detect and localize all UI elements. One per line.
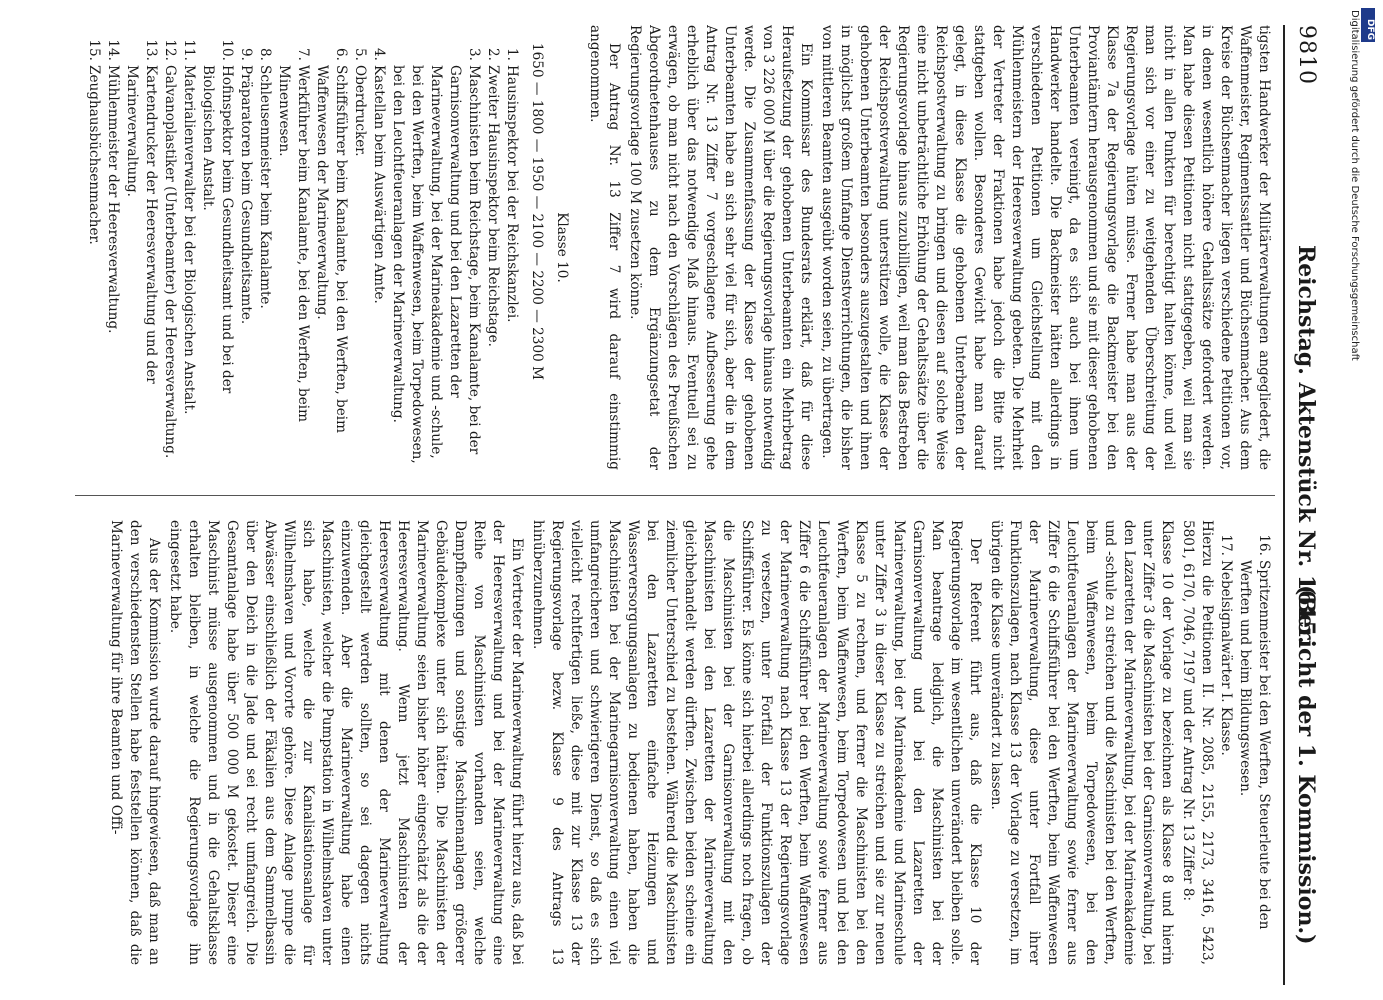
list-text: Hofinspektor beim Gesundheitsamt und bei der Biologischen Anstalt. — [200, 65, 235, 394]
list-text: Galvanoplastiker (Unterbeamter) der Heeresverwaltung. — [162, 65, 178, 459]
header-title-left: Reichstag. Aktenstück Nr. 1615. — [1293, 245, 1319, 644]
column-divider — [75, 495, 1275, 496]
paragraph: Hierzu die Petitionen II. Nr. 2085, 2155, 2173, 3416, 5423, 5801, 6170, 7046, 7197 und der Antrag Nr. 13 Ziffer 8: — [1180, 520, 1215, 965]
list-item — [160, 25, 179, 470]
list-text: Nebelsignalwärter I. Klasse. — [1218, 560, 1234, 756]
list-number: 6. — [333, 48, 349, 61]
list-item — [350, 25, 369, 470]
list-text: Hausinspektor bei der Reichskanzlei. — [504, 65, 520, 323]
list-number: 10. — [219, 39, 235, 61]
list-item — [179, 25, 198, 470]
dfg-logo-text: DFG — [1365, 19, 1375, 41]
list-number: 16. — [1256, 534, 1272, 556]
right-column — [33, 520, 1273, 965]
list-text: Maschinisten beim Reichstage, beim Kanalamte, bei der Garnisonverwaltung und bei den Lazaretten der Marineverwaltung, bei der Marineakademie und -schule, bei den Werften, beim Waffenwesen, beim Torpedowesen, bei den Leuchtfeueranlagen der Marineverwaltung. — [390, 65, 482, 464]
list-item — [103, 25, 122, 470]
list-text: Zeughausbüchsenmacher. — [86, 65, 102, 245]
list-text: Schleusenmeister beim Kanalamte. — [257, 65, 273, 309]
salary-scale: 1650 — 1800 — 1950 — 2100 — 2200 — 2300 M — [529, 43, 545, 380]
list-number: 14. — [105, 39, 121, 61]
list-text: Oberdrucker. — [352, 65, 368, 157]
list-item — [483, 25, 502, 470]
class-heading: Klasse 10. — [554, 212, 570, 283]
list-number: 3. — [466, 48, 482, 61]
left-column — [33, 25, 1273, 470]
position-list-continued — [1216, 520, 1273, 965]
list-number: 4. — [371, 48, 387, 61]
list-number: 5. — [352, 48, 368, 61]
list-number: 13. — [143, 39, 159, 61]
list-number: 11. — [181, 39, 197, 61]
paragraph: tigsten Handwerker der Militärverwaltungen angegliedert, die Waffenmeister, Regimentssattler und Büchsenmacher. Aus dem Kreise der Büchsenmacher liegen verschiedene Petitionen vor, in denen wesentlich höhere Gehaltssätze gefordert werden. Man habe diesen Petitionen nicht stattgegeben, weil man sie nicht in allen Punkten für berechtigt halten könne, und weil man sich vor einer zu weitgehenden Überschreitung der Regierungsvorlage hüten müsse. Ferner habe man aus der Klasse 7a der Regierungsvorlage die Backmeister bei den Proviantämtern herausgenommen und sie mit dieser gehobenen Unterbeamten vereinigt, da es sich auch bei ihnen um Handwerker handelte. Die Backmeister hätten allerdings in verschiedenen Petitionen um Gleichstellung mit den Mühlenmeistern der Heeresverwaltung gebeten. Die Mehrheit der Vertreter der Fraktionen habe jedoch die Bitte nicht stattgeben wollen. Besonderes Gewicht habe man darauf gelegt, in diese Klasse die gehobenen Unterbeamten der Reichspostverwaltung zu bringen und diesen auf solche Weise eine nicht unbeträchtliche Erhöhung der Gehaltssätze über die Regierungsvorlage hinaus zuzubilligen, weil man das Bestreben der Reichspostverwaltung unterstützen wolle, die Klasse der gehobenen Unterbeamten besonders auszugestalten und ihnen in möglichst großem Umfange Dienstverrichtungen, die bisher von mittleren Beamten ausgeübt worden seien, zu übertragen. — [819, 25, 1272, 470]
list-item — [255, 25, 274, 470]
list-text: Schiffsführer beim Kanalamte, bei den Werften, beim Waffenwesen der Marineverwaltung. — [314, 65, 349, 434]
list-item — [198, 25, 236, 470]
list-number: 9. — [238, 48, 254, 61]
list-number: 2. — [485, 48, 501, 61]
list-number: 15. — [86, 39, 102, 61]
list-item — [502, 25, 521, 470]
page-number: 9810 — [1294, 25, 1319, 85]
paragraph: Ein Vertreter der Marineverwaltung führt hierzu aus, daß bei der Heeresverwaltung und bei der Marineverwaltung eine Reihe von Maschinisten vorhanden seien, welche Dampfheizungen und sonstige Maschinenanlagen größerer Gebäudekomplexe unter sich hätten. Die Maschinisten der Marineverwaltung seien bisher höher eingeschätzt als die der Heeresverwaltung. Wenn jetzt Maschinisten der Heeresverwaltung mit denen der Marineverwaltung gleichgestellt werden sollten, so sei dagegen nichts einzuwenden. Aber die Marineverwaltung habe einen Maschinisten, welcher die Pumpstation in Wilhelmshaven unter sich habe, welche die zur Kanalisationsanlage für Wilhelmshaven und Vororte gehöre. Diese Anlage pumpe die Abwässer einschließlich der Fäkalien aus dem Sammelbassin über den Deich in die Jade und sei recht umfangreich. Die Gesamtanlage habe über 500 000 M gekostet. Dieser eine Maschinist müsse ausgenommen und in die Gehaltsklasse erhalten bleiben, in welche die Regierungsvorlage ihn eingesetzt habe. — [167, 520, 525, 965]
list-item — [236, 25, 255, 470]
motion-text: Klasse 10 der Vorlage zu bezeichnen als Klasse 8 und hierin unter Ziffer 3 die Maschinisten bei der Garnisonverwaltung, bei den Lazaretten der Marineverwaltung, bei der Marineakademie und -schule zu streichen und die Maschinisten bei den Werften, beim Waffenwesen, beim Torpedowesen, bei den Leuchtfeueranlagen der Marineverwaltung sowie ferner aus Ziffer 6 die Schiffsführer bei den Werften, beim Waffenwesen der Marineverwaltung, diese unter Fortfall ihrer Funktionszulagen, nach Klasse 13 der Vorlage zu versetzen, im übrigen die Klasse unverändert zu lassen. — [988, 520, 1175, 965]
list-item — [1216, 520, 1235, 965]
document-page — [25, 25, 1325, 985]
paragraph: Aus der Kommission wurde darauf hingewiesen, daß man an den verschiedensten Stellen habe feststellen können, daß die Marineverwaltung für ihre Beamten und Offi- — [108, 520, 162, 965]
list-text: Mühlenmeister der Heeresverwaltung. — [105, 65, 121, 334]
list-number: 12. — [162, 39, 178, 61]
list-number: 8. — [257, 48, 273, 61]
list-number: 7. — [295, 48, 311, 61]
digitization-credit: Digitalisierung gefördert durch die Deutsche Forschungsgemeinschaft — [1349, 10, 1360, 361]
list-number: 1. — [504, 48, 520, 61]
list-item — [84, 25, 103, 470]
dfg-logo — [1361, 8, 1375, 42]
list-text: Kastellan beim Auswärtigen Amte. — [371, 65, 387, 304]
list-text: Zweiter Hausinspektor beim Reichstage. — [485, 65, 501, 347]
list-item — [369, 25, 388, 470]
paragraph: Der Referent führt aus, daß die Klasse 10 der Regierungsvorlage im wesentlichen unverändert bleiben solle. Man beantrage lediglich, die Maschinisten bei der Garnisonverwaltung und bei den Lazaretten der Marineverwaltung, bei der Marineakademie und Marineschule unter Ziffer 3 in dieser Klasse zu streichen und sie zur neuen Klasse 5 zu rechnen, und ferner die Maschinisten bei den Werften, beim Waffenwesen, beim Torpedowesen und bei den Leuchtfeueranlagen der Marineverwaltung sowie ferner aus Ziffer 6 die Schiffsführer bei den Werften, beim Waffenwesen der Marineverwaltung nach Klasse 13 der Regierungsvorlage zu versetzen, unter Fortfall der Funktionszulagen der Schiffsführer. Es könne sich hierbei allerdings noch fragen, ob die Maschinisten bei der Garnisonverwaltung mit den Maschinisten bei den Lazaretten der Marineverwaltung gleichbehandelt werden dürften. Zwischen beiden scheine ein ziemlicher Unterschied zu bestehen. Während die Maschinisten bei den Lazaretten einfache Heizungen und Wasserversorgungsanlagen zu bedienen haben, haben die Maschinisten bei der Marinegarnisonverwaltung einen viel umfangreicheren und schwierigeren Dienst, so daß es sich vielleicht rechtfertigen ließe, diese mit zur Klasse 13 der Regierungsvorlage bezw. Klasse 9 des Antrags 13 hinüberzunehmen. — [530, 520, 983, 965]
list-item — [274, 25, 312, 470]
list-text: Spritzenmeister bei den Werften, Steuerleute bei den Werften und beim Bildungswesen. — [1237, 560, 1272, 930]
list-item — [388, 25, 483, 470]
position-list — [84, 25, 521, 470]
list-item — [1235, 520, 1273, 965]
list-text: Präparatoren beim Gesundheitsamte. — [238, 65, 254, 325]
list-text: Kartendrucker der Heeresverwaltung und der Marineverwaltung. — [124, 65, 159, 384]
page-header — [1283, 25, 1325, 985]
list-item — [122, 25, 160, 470]
list-text: Materialienverwalter bei der Biologischen Anstalt. — [181, 65, 197, 415]
paragraph: Der Antrag Nr. 13 Ziffer 7 wird darauf einstimmig angenommen. — [587, 25, 622, 470]
list-text: Werkführer beim Kanalamte, bei den Werften, beim Minenwesen. — [276, 65, 311, 423]
list-item — [312, 25, 350, 470]
paragraph: Ein Kommissar des Bundesrats erklärt, daß für diese Heraufsetzung der gehobenen Unterbeamten ein Mehrbetrag von 3 226 000 M über die Regierungsvorlage hinaus notwendig werde. Die Zusammenfassung der Klasse der gehobenen Unterbeamten habe an sich sehr viel für sich, aber die in dem Antrag Nr. 13 Ziffer 7 vorgeschlagene Aufbesserung gehe erheblich über das notwendige Maß hinaus. Eventuell sei zu erwägen, ob man nicht nach den Vorschlägen des Preußischen Abgeordnetenhauses zu dem Ergänzungsetat der Regierungsvorlage 100 M zusetzen könne. — [627, 25, 814, 470]
list-number: 17. — [1218, 534, 1234, 556]
header-title-right: (Bericht der 1. Kommission.) — [1293, 585, 1319, 945]
